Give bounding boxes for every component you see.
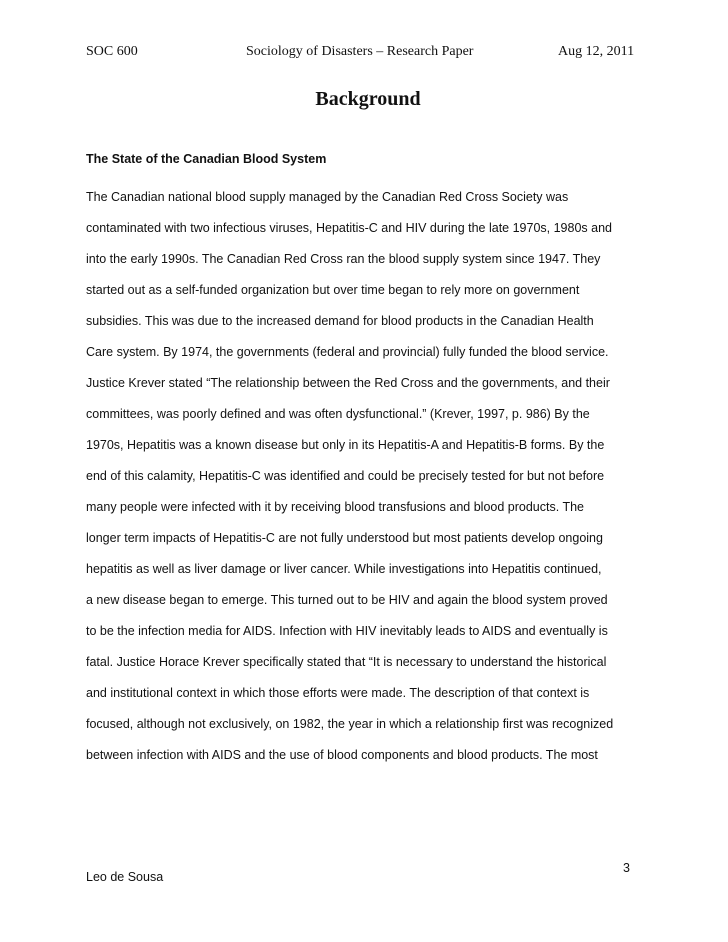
body-line: Justice Krever stated “The relationship between the Red Cross and the governments, and their [86,376,610,390]
body-line: contaminated with two infectious viruses, Hepatitis-C and HIV during the late 1970s, 1980s and [86,221,612,235]
body-line: many people were infected with it by receiving blood transfusions and blood products. The [86,500,584,514]
body-line: 1970s, Hepatitis was a known disease but only in its Hepatitis-A and Hepatitis-B forms. By the [86,438,605,452]
body-line: into the early 1990s. The Canadian Red Cross ran the blood supply system since 1947. They [86,252,601,266]
header-course: SOC 600 [86,44,138,59]
body-line: started out as a self-funded organization but over time began to rely more on government [86,283,580,297]
body-line: to be the infection media for AIDS. Infection with HIV inevitably leads to AIDS and eventually is [86,624,608,638]
body-line: longer term impacts of Hepatitis-C are not fully understood but most patients develop ongoing [86,531,603,545]
page-number: 3 [623,861,630,875]
body-line: end of this calamity, Hepatitis-C was identified and could be precisely tested for but not before [86,469,605,483]
body-line: subsidies. This was due to the increased demand for blood products in the Canadian Health [86,314,594,328]
body-line: The Canadian national blood supply managed by the Canadian Red Cross Society was [86,190,569,204]
header-date: Aug 12, 2011 [558,44,635,59]
header-title: Sociology of Disasters – Research Paper [246,44,474,59]
body-line: committees, was poorly defined and was often dysfunctional.” (Krever, 1997, p. 986) By the [86,407,590,421]
footer-author: Leo de Sousa [86,870,164,884]
body-line: hepatitis as well as liver damage or liver cancer. While investigations into Hepatitis continued, [86,562,602,576]
body-line: Care system. By 1974, the governments (federal and provincial) fully funded the blood service. [86,345,609,359]
page-title-text: Background [315,88,421,110]
body-line: between infection with AIDS and the use of blood components and blood products. The most [86,748,598,762]
body-line: focused, although not exclusively, on 1982, the year in which a relationship first was recognized [86,717,614,731]
body-line: and institutional context in which those efforts were made. The description of that context is [86,686,590,700]
page-title [0,88,728,111]
body-line: fatal. Justice Horace Krever specifically stated that “It is necessary to understand the historical [86,655,607,669]
section-heading: The State of the Canadian Blood System [86,152,327,166]
body-line: a new disease began to emerge. This turned out to be HIV and again the blood system proved [86,593,608,607]
